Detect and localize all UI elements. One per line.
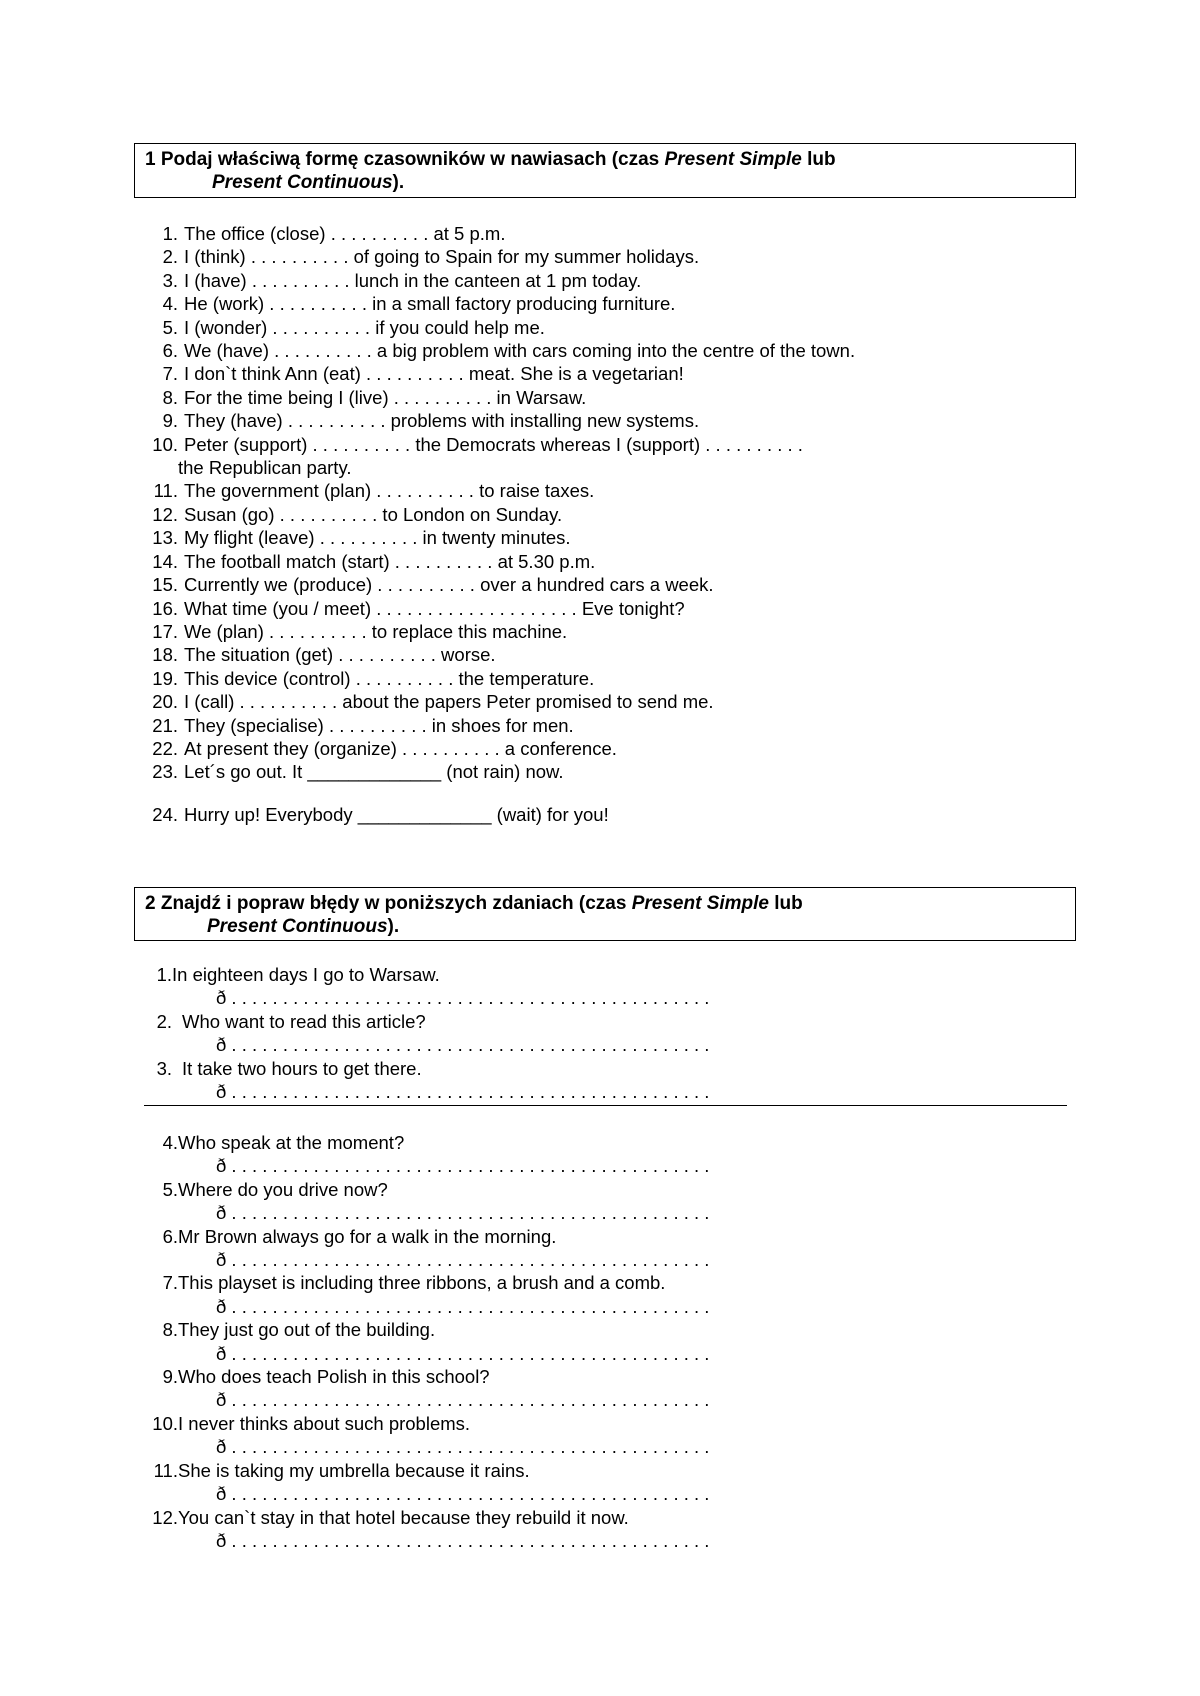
answer-line: ð . . . . . . . . . . . . . . . . . . . . . . . . . . . . . . . . . . . . . . . . . . . . . . .: [216, 1034, 710, 1056]
list-item: 14. The football match (start) . . . . . . . . . . at 5.30 p.m.: [152, 550, 596, 572]
answer-line: ð . . . . . . . . . . . . . . . . . . . . . . . . . . . . . . . . . . . . . . . . . . . . . . .: [216, 1436, 710, 1458]
list-item: 10.I never thinks about such problems. ð . . . . . . . . . . . . . . . . . . . . . . . . . . . . . . . . . . . . . . . . . . . . . . .: [134, 1412, 1084, 1459]
answer-line: ð . . . . . . . . . . . . . . . . . . . . . . . . . . . . . . . . . . . . . . . . . . . . . . .: [216, 1081, 710, 1103]
list-item: 6.Mr Brown always go for a walk in the morning. ð . . . . . . . . . . . . . . . . . . . . . . . . . . . . . . . . . . . . . . . . . . . . . . .: [134, 1225, 1084, 1272]
answer-line: ð . . . . . . . . . . . . . . . . . . . . . . . . . . . . . . . . . . . . . . . . . . . . . . .: [216, 1295, 710, 1317]
list-item: 1.In eighteen days I go to Warsaw. ð . . . . . . . . . . . . . . . . . . . . . . . . . . . . . . . . . . . . . . . . . . . . . . .: [134, 963, 1084, 1010]
answer-line: ð . . . . . . . . . . . . . . . . . . . . . . . . . . . . . . . . . . . . . . . . . . . . . . .: [216, 1202, 710, 1224]
list-item: 9. They (have) . . . . . . . . . . problems with installing new systems.: [162, 410, 700, 432]
list-item: 21. They (specialise) . . . . . . . . . . in shoes for men.: [152, 714, 574, 736]
list-item: 19. This device (control) . . . . . . . . . . the temperature.: [152, 667, 595, 689]
exercise-2-title-line1: 2 Znajdź i popraw błędy w poniższych zdaniach (czas Present Simple lub: [145, 893, 803, 914]
list-item: 3. I (have) . . . . . . . . . . lunch in the canteen at 1 pm today.: [162, 269, 642, 291]
list-item: 4.Who speak at the moment? ð . . . . . . . . . . . . . . . . . . . . . . . . . . . . . . . . . . . . . . . . . . . . . . .: [134, 1131, 1084, 1178]
answer-line: ð . . . . . . . . . . . . . . . . . . . . . . . . . . . . . . . . . . . . . . . . . . . . . . .: [216, 1249, 710, 1271]
list-item: 8.They just go out of the building. ð . . . . . . . . . . . . . . . . . . . . . . . . . . . . . . . . . . . . . . . . . . . . . . .: [134, 1318, 1084, 1365]
answer-line: ð . . . . . . . . . . . . . . . . . . . . . . . . . . . . . . . . . . . . . . . . . . . . . . .: [216, 1389, 710, 1411]
list-item: 12.You can`t stay in that hotel because they rebuild it now. ð . . . . . . . . . . . . . . . . . . . . . . . . . . . . . . . . . . . . . . . . . . . . . . .: [134, 1506, 1084, 1553]
list-item: 23. Let´s go out. It _____________ (not rain) now.: [152, 761, 564, 783]
list-item: 11.She is taking my umbrella because it rains. ð . . . . . . . . . . . . . . . . . . . . . . . . . . . . . . . . . . . . . . . . . . . . . . .: [134, 1459, 1084, 1506]
list-item: 12. Susan (go) . . . . . . . . . . to London on Sunday.: [152, 503, 563, 525]
answer-line: ð . . . . . . . . . . . . . . . . . . . . . . . . . . . . . . . . . . . . . . . . . . . . . . .: [216, 1342, 710, 1364]
exercise-1-list: [134, 222, 1084, 826]
list-item-continuation: the Republican party.: [178, 457, 352, 479]
list-item: 20. I (call) . . . . . . . . . . about the papers Peter promised to send me.: [152, 691, 714, 713]
exercise-2-header: [134, 887, 1076, 941]
exercise-1-header: [134, 143, 1076, 198]
list-item: 10. Peter (support) . . . . . . . . . . the Democrats whereas I (support) . . . . . . . . . .: [152, 433, 803, 455]
exercise-2-title-line2: Present Continuous).: [207, 916, 400, 937]
list-item: 3. It take two hours to get there. ð . . . . . . . . . . . . . . . . . . . . . . . . . . . . . . . . . . . . . . . . . . . . . . .: [134, 1057, 1084, 1104]
list-item: 2. I (think) . . . . . . . . . . of going to Spain for my summer holidays.: [162, 246, 700, 268]
exercise-2-list-a: [134, 963, 1084, 1103]
answer-line: ð . . . . . . . . . . . . . . . . . . . . . . . . . . . . . . . . . . . . . . . . . . . . . . .: [216, 1483, 710, 1505]
list-item: 6. We (have) . . . . . . . . . . a big problem with cars coming into the centre of the town.: [162, 340, 856, 362]
list-item: 2. Who want to read this article? ð . . . . . . . . . . . . . . . . . . . . . . . . . . . . . . . . . . . . . . . . . . . . . . .: [134, 1010, 1084, 1057]
list-item: 11. The government (plan) . . . . . . . . . . to raise taxes.: [153, 480, 595, 502]
answer-line: ð . . . . . . . . . . . . . . . . . . . . . . . . . . . . . . . . . . . . . . . . . . . . . . .: [216, 1529, 710, 1551]
section-divider: [144, 1105, 1067, 1106]
list-item: 18. The situation (get) . . . . . . . . . . worse.: [152, 644, 496, 666]
list-item: 16. What time (you / meet) . . . . . . . . . . . . . . . . . . . . Eve tonight?: [152, 597, 685, 619]
list-item: 4. He (work) . . . . . . . . . . in a small factory producing furniture.: [162, 293, 676, 315]
answer-line: ð . . . . . . . . . . . . . . . . . . . . . . . . . . . . . . . . . . . . . . . . . . . . . . .: [216, 1155, 710, 1177]
list-item: 22. At present they (organize) . . . . . . . . . . a conference.: [152, 737, 617, 759]
exercise-2-list-b: [134, 1131, 1084, 1552]
list-item: 5. I (wonder) . . . . . . . . . . if you could help me.: [162, 316, 545, 338]
list-item: 5.Where do you drive now? ð . . . . . . . . . . . . . . . . . . . . . . . . . . . . . . . . . . . . . . . . . . . . . . .: [134, 1178, 1084, 1225]
list-item: 7. I don`t think Ann (eat) . . . . . . . . . . meat. She is a vegetarian!: [162, 363, 684, 385]
answer-line: ð . . . . . . . . . . . . . . . . . . . . . . . . . . . . . . . . . . . . . . . . . . . . . . .: [216, 987, 710, 1009]
list-item: 8. For the time being I (live) . . . . . . . . . . in Warsaw.: [162, 386, 587, 408]
list-item: 1. The office (close) . . . . . . . . . . at 5 p.m.: [162, 223, 506, 244]
list-item: 9.Who does teach Polish in this school? ð . . . . . . . . . . . . . . . . . . . . . . . . . . . . . . . . . . . . . . . . . . . . . . .: [134, 1365, 1084, 1412]
exercise-1-title-line2: Present Continuous).: [212, 172, 405, 193]
list-item: 17. We (plan) . . . . . . . . . . to replace this machine.: [152, 620, 568, 642]
list-item: 7.This playset is including three ribbons, a brush and a comb. ð . . . . . . . . . . . . . . . . . . . . . . . . . . . . . . . . . . . . . . . . . . . . . . .: [134, 1271, 1084, 1318]
list-item: 13. My flight (leave) . . . . . . . . . . in twenty minutes.: [152, 527, 571, 549]
list-item: 15. Currently we (produce) . . . . . . . . . . over a hundred cars a week.: [152, 574, 714, 596]
exercise-1-title-line1: 1 Podaj właściwą formę czasowników w nawiasach (czas Present Simple lub: [145, 149, 836, 170]
list-item: 24. Hurry up! Everybody _____________ (wait) for you!: [152, 803, 609, 825]
